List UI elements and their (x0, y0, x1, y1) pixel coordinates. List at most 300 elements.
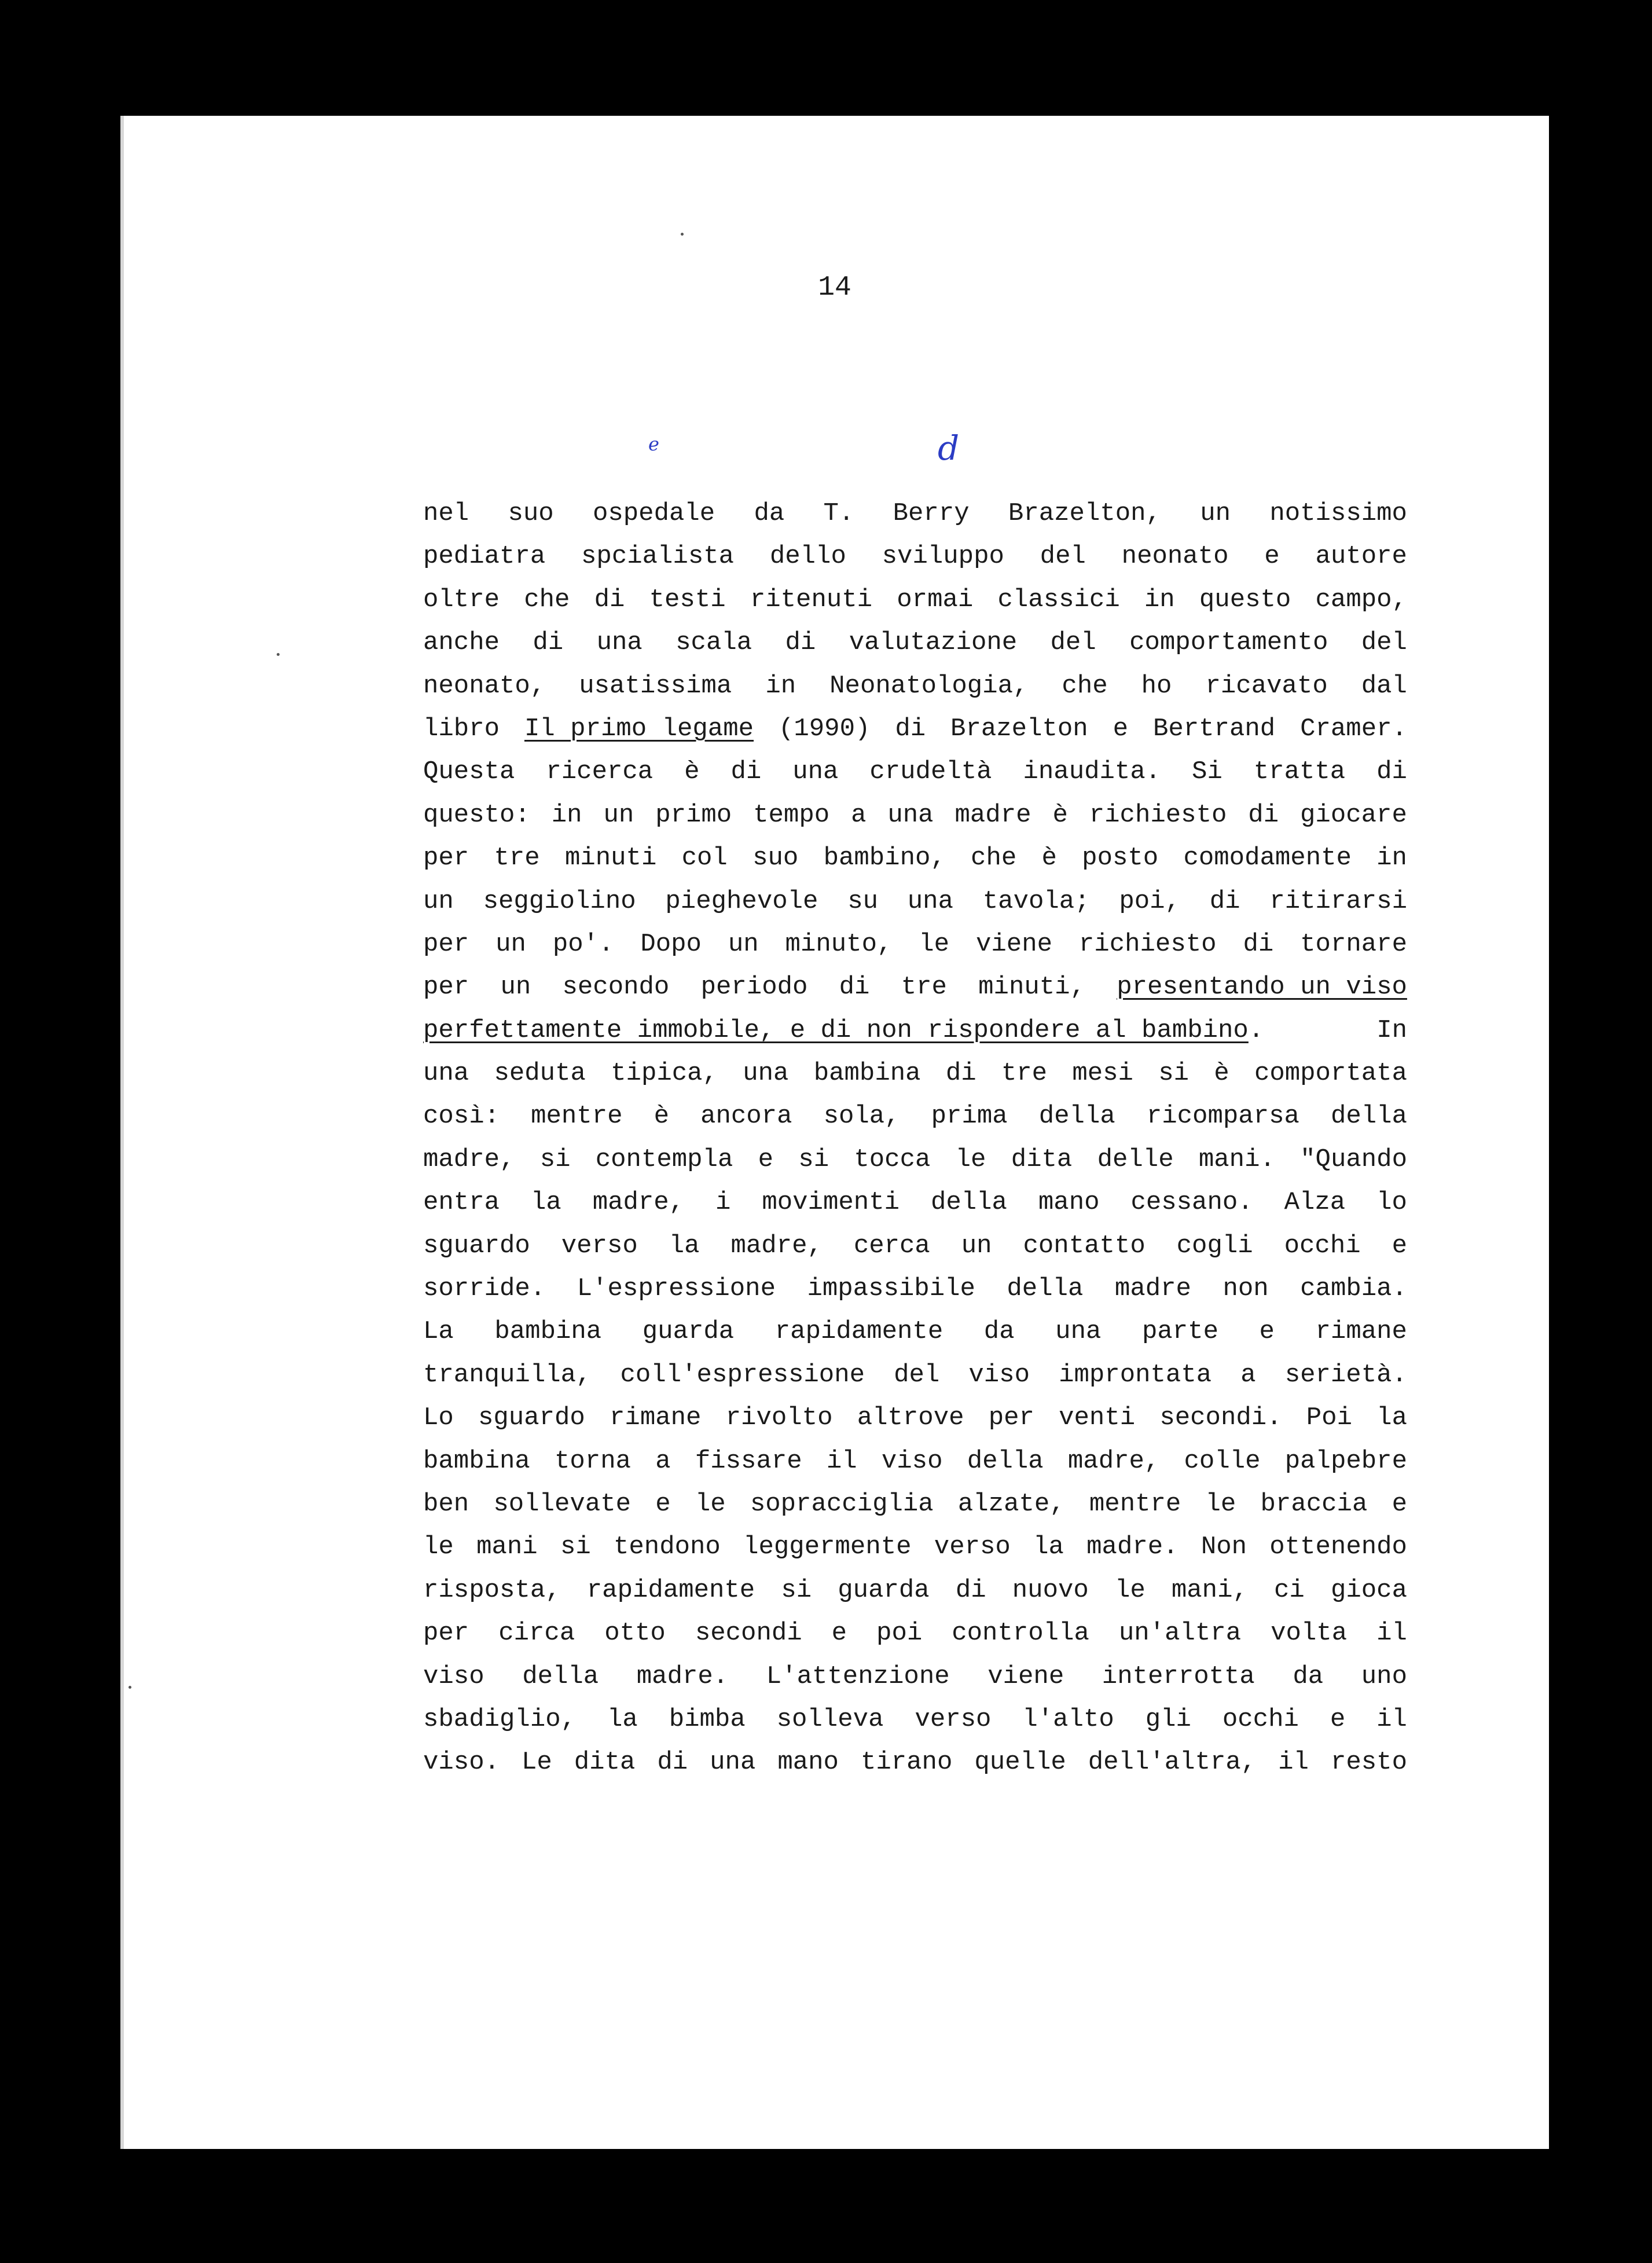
text-word: verso (561, 1231, 638, 1260)
text-word: giocare (1300, 800, 1407, 830)
text-line (423, 837, 1407, 879)
text-line (423, 1095, 1407, 1138)
text-word: tirano (860, 1748, 953, 1777)
text-word: bambina (423, 1446, 530, 1476)
text-word: parte (1141, 1317, 1218, 1347)
text-word: otto (604, 1619, 666, 1648)
text-word: volta (1271, 1619, 1348, 1648)
text-word: ci (1274, 1575, 1305, 1605)
text-word: ricerca (546, 757, 654, 787)
text-word: nuovo (1012, 1575, 1089, 1605)
text-word: libro (423, 714, 500, 743)
text-word: il (1376, 1619, 1407, 1648)
text-word: di (1248, 800, 1279, 830)
text-line (423, 707, 1407, 750)
text-word: circa (498, 1619, 575, 1648)
text-word: di (785, 628, 816, 658)
text-word: per (988, 1403, 1034, 1433)
handwritten-correction-d: d (938, 428, 960, 468)
text-word: Bertrand (1152, 714, 1276, 743)
text-word: a (655, 1446, 671, 1476)
text-word: il (826, 1446, 857, 1476)
text-line (423, 880, 1407, 923)
text-word: il (1278, 1748, 1309, 1777)
text-word: un (1200, 499, 1231, 528)
text-word: di (1376, 757, 1407, 787)
text-word: si (539, 1145, 571, 1174)
text-word: e (758, 1145, 774, 1174)
text-word: mesi (1072, 1059, 1133, 1088)
text-word: contatto (1023, 1231, 1146, 1260)
text-word: tranquilla, (423, 1360, 592, 1389)
text-word: tre (494, 843, 540, 873)
page-edge (120, 116, 124, 2149)
text-word: delle (1097, 1145, 1174, 1174)
scan-speck (129, 1686, 131, 1689)
text-word: (1990) (778, 714, 871, 743)
text-word: tre (901, 973, 947, 1002)
text-word: secondi (695, 1619, 802, 1648)
text-word: per (423, 1619, 469, 1648)
text-word: ritirarsi (1269, 886, 1407, 916)
text-word: bambina (813, 1059, 921, 1088)
text-word: coll'espressione (620, 1360, 865, 1389)
text-word: a (1240, 1360, 1256, 1389)
text-word: rimane (1315, 1317, 1407, 1347)
text-word: palpebre (1284, 1446, 1407, 1476)
text-line (423, 1525, 1407, 1568)
text-word: Brazelton, (1008, 499, 1161, 528)
text-word: Cramer. (1300, 714, 1407, 743)
text-line (423, 1396, 1407, 1439)
text-word: po'. (552, 929, 614, 959)
text-word: . (1248, 1015, 1264, 1045)
text-line (423, 1612, 1407, 1655)
text-word: resto (1330, 1748, 1407, 1777)
text-word: mentre (1089, 1489, 1181, 1519)
text-word: Neonatologia, (829, 671, 1029, 700)
text-word: impassibile (807, 1274, 975, 1304)
text-word: guarda (642, 1317, 735, 1347)
text-word: un (603, 800, 634, 830)
text-word: di (895, 714, 926, 743)
text-word: leggermente (743, 1532, 912, 1562)
text-word: sviluppo (882, 542, 1004, 571)
text-word: comodamente (1183, 843, 1352, 873)
text-word: posto (1082, 843, 1159, 873)
text-word: venti (1059, 1403, 1136, 1433)
text-word: da (1293, 1662, 1324, 1691)
text-word: di (839, 973, 870, 1002)
text-word: da (754, 499, 785, 528)
text-word: la (669, 1231, 700, 1260)
text-line (423, 1138, 1407, 1181)
text-line (423, 1052, 1407, 1095)
text-word: testi (649, 585, 726, 614)
text-word: poi (876, 1619, 923, 1648)
text-word: pediatra (423, 542, 546, 571)
text-word: tre (1001, 1059, 1048, 1088)
text-word: e (1392, 1231, 1407, 1260)
text-word: della (1007, 1274, 1084, 1304)
text-word: di (657, 1748, 688, 1777)
text-word: di (955, 1575, 986, 1605)
text-word: di (594, 585, 625, 614)
text-word: Lo (423, 1403, 454, 1433)
text-word: bimba (669, 1704, 746, 1734)
text-word: una (1055, 1317, 1102, 1347)
text-word: un (500, 973, 531, 1002)
text-word: una (423, 1059, 469, 1088)
text-word: T. (823, 499, 854, 528)
text-word: per (423, 843, 469, 873)
text-word: una (907, 886, 953, 916)
text-word: mani (476, 1532, 538, 1562)
text-word: L'espressione (577, 1274, 776, 1304)
text-word: madre, (423, 1145, 515, 1174)
text-word: ormai (897, 585, 974, 614)
text-line (423, 794, 1407, 837)
text-word: della (1330, 1102, 1407, 1131)
text-line (423, 535, 1407, 578)
text-word: ricavato (1205, 671, 1328, 700)
text-word: alzate, (957, 1489, 1065, 1519)
text-word: tornare (1300, 929, 1407, 959)
text-word: valutazione (849, 628, 1018, 658)
text-word: interrotta (1102, 1662, 1255, 1691)
text-word: madre, (592, 1188, 685, 1217)
text-word: movimenti (762, 1188, 900, 1217)
text-word: le (695, 1489, 726, 1519)
text-word: poi, (1119, 886, 1180, 916)
text-word: in (1376, 843, 1407, 873)
text-word: della (930, 1188, 1007, 1217)
text-word: campo, (1315, 585, 1407, 614)
text-word: Brazelton (950, 714, 1088, 743)
scan-speck (277, 653, 280, 656)
text-word: suo (508, 499, 554, 528)
text-word: e (1113, 714, 1129, 743)
text-word: viso (968, 1360, 1030, 1389)
text-word: sopracciglia (750, 1489, 934, 1519)
text-word: "Quando (1300, 1145, 1407, 1174)
text-word: sola, (823, 1102, 900, 1131)
text-word: cogli (1176, 1231, 1253, 1260)
text-word: Dopo (640, 929, 702, 959)
text-word: per (423, 929, 469, 959)
text-word: questo (1199, 585, 1291, 614)
text-word: in (1144, 585, 1175, 614)
text-word: una (710, 1748, 756, 1777)
text-word: seduta (494, 1059, 586, 1088)
text-word: cambia. (1300, 1274, 1407, 1304)
text-line (423, 1741, 1407, 1784)
text-word: gioca (1330, 1575, 1407, 1605)
text-word: viso. (423, 1748, 500, 1777)
text-line (423, 621, 1407, 664)
text-line (423, 1483, 1407, 1525)
text-line (423, 1310, 1407, 1353)
text-word: Questa (423, 757, 515, 787)
text-word: mani, (1171, 1575, 1248, 1605)
text-word: secondo (562, 973, 670, 1002)
text-word: gli (1145, 1704, 1191, 1734)
text-word: e (831, 1619, 847, 1648)
text-word: un'altra (1118, 1619, 1242, 1648)
text-word: torna (555, 1446, 632, 1476)
text-word: un (728, 929, 759, 959)
text-word: cerca (853, 1231, 930, 1260)
text-line (423, 750, 1407, 793)
text-word: oltre (423, 585, 500, 614)
text-word: di (1209, 886, 1240, 916)
text-word: la (1033, 1532, 1064, 1562)
text-word: una (887, 800, 934, 830)
text-line (423, 1224, 1407, 1267)
body-text (423, 492, 1407, 1784)
text-word: seggiolino (483, 886, 636, 916)
text-word: ritenuti (750, 585, 873, 614)
text-word: occhi (1284, 1231, 1361, 1260)
text-word: anche (423, 628, 500, 658)
page-number: 14 (818, 272, 851, 303)
text-word: e (1264, 542, 1280, 571)
text-word: è (684, 757, 700, 787)
text-word: le (919, 929, 950, 959)
text-word: lo (1376, 1188, 1407, 1217)
text-word: verso (934, 1532, 1011, 1562)
text-word: tratta (1253, 757, 1346, 787)
text-word: le (1205, 1489, 1236, 1519)
text-word: madre. (636, 1662, 729, 1691)
text-word: è (1214, 1059, 1229, 1088)
text-word: madre, (730, 1231, 823, 1260)
text-word: presentando un viso (1117, 973, 1407, 1002)
text-word: viso (881, 1446, 943, 1476)
text-word: le (955, 1145, 986, 1174)
text-word: su (847, 886, 879, 916)
text-word: le (423, 1532, 454, 1562)
text-word: mani. (1198, 1145, 1275, 1174)
text-word: La (423, 1317, 454, 1347)
text-word: contempla (595, 1145, 733, 1174)
text-word: verso (915, 1704, 992, 1734)
text-word: minuti, (978, 973, 1085, 1002)
text-word: L'attenzione (766, 1662, 950, 1691)
text-word: In (1376, 1015, 1407, 1045)
text-word: fissare (695, 1446, 802, 1476)
text-line (423, 1569, 1407, 1612)
text-word: secondi. (1159, 1403, 1282, 1433)
text-word: di (533, 628, 564, 658)
text-word: Alza (1284, 1188, 1346, 1217)
text-word: rapidamente (586, 1575, 755, 1605)
text-word: richiesto (1089, 800, 1227, 830)
text-word: madre. (1086, 1532, 1179, 1562)
text-word: spcialista (581, 542, 735, 571)
text-word: madre (1114, 1274, 1191, 1304)
text-line (423, 1267, 1407, 1310)
text-word: ottenendo (1269, 1532, 1407, 1562)
text-word: tavola; (982, 886, 1090, 916)
text-word: mentre (531, 1102, 623, 1131)
document-page (120, 116, 1549, 2149)
text-line (423, 492, 1407, 535)
text-word: e (655, 1489, 671, 1519)
text-word: i (715, 1188, 731, 1217)
text-word: così: (423, 1102, 500, 1131)
text-word: è (1052, 800, 1068, 830)
text-word: colle (1184, 1446, 1261, 1476)
text-word: una (743, 1059, 789, 1088)
text-word: altrove (857, 1403, 964, 1433)
scan-speck (681, 233, 684, 236)
text-word: mano (777, 1748, 839, 1777)
text-word: un (495, 929, 526, 959)
text-word: primo (655, 800, 732, 830)
text-line (423, 578, 1407, 621)
text-word: madre (955, 800, 1031, 830)
text-word: minuti (564, 843, 657, 873)
text-word: del (1050, 628, 1096, 658)
text-word: controlla (952, 1619, 1089, 1648)
text-word: del (894, 1360, 940, 1389)
text-word: rimane (610, 1403, 702, 1433)
text-word: bambina (494, 1317, 602, 1347)
text-word: guarda (838, 1575, 930, 1605)
text-word: Le (522, 1748, 552, 1777)
text-word: rivolto (725, 1403, 833, 1433)
text-word: di (1243, 929, 1274, 959)
text-word: e (1392, 1489, 1407, 1519)
text-word: ospedale (592, 499, 715, 528)
text-word: l'alto (1022, 1704, 1114, 1734)
text-word: da (983, 1317, 1015, 1347)
text-word: ancora (700, 1102, 792, 1131)
text-word: Non (1201, 1532, 1247, 1562)
text-word: il (1376, 1704, 1407, 1734)
text-word: sbadiglio, (423, 1704, 577, 1734)
text-word: e (1330, 1704, 1346, 1734)
text-line (423, 665, 1407, 707)
text-word: la (1376, 1403, 1407, 1433)
text-word: la (530, 1188, 561, 1217)
text-word: dell'altra, (1088, 1748, 1257, 1777)
text-word: dal (1361, 671, 1407, 700)
text-word: tipica, (611, 1059, 718, 1088)
text-line (423, 923, 1407, 966)
text-word: autore (1315, 542, 1407, 571)
text-word: Poi (1306, 1403, 1352, 1433)
text-word: che (971, 843, 1017, 873)
text-word: col (681, 843, 728, 873)
text-word: madre, (1067, 1446, 1160, 1476)
text-word: del (1040, 542, 1086, 571)
text-line (423, 1181, 1407, 1224)
text-word: quelle (974, 1748, 1066, 1777)
text-word: perfettamente immobile, e di non rispondere al bambino (423, 1015, 1249, 1045)
text-word: solleva (776, 1704, 884, 1734)
text-word: una (596, 628, 643, 658)
text-word: ben (423, 1489, 469, 1519)
text-word: bambino, (823, 843, 946, 873)
text-word: rapidamente (774, 1317, 944, 1347)
text-word: della (967, 1446, 1044, 1476)
text-word: si (560, 1532, 591, 1562)
text-word: e (1259, 1317, 1275, 1347)
text-word: Il primo legame (524, 714, 754, 743)
text-word: sguardo (478, 1403, 585, 1433)
text-word: prima (931, 1102, 1008, 1131)
text-word: uno (1361, 1662, 1407, 1691)
text-word: scala (676, 628, 752, 658)
text-word: per (423, 973, 469, 1002)
text-line (423, 1009, 1407, 1052)
text-word: periodo (700, 973, 808, 1002)
text-word: di (730, 757, 762, 787)
text-word: in (551, 800, 582, 830)
text-word: in (765, 671, 796, 700)
text-word: sguardo (423, 1231, 530, 1260)
text-word: mano (1038, 1188, 1100, 1217)
text-word: le (1114, 1575, 1146, 1605)
text-line (423, 1354, 1407, 1396)
text-word: dita (1011, 1145, 1073, 1174)
text-word: classici (997, 585, 1120, 614)
text-word: risposta, (423, 1575, 561, 1605)
text-word: si (798, 1145, 829, 1174)
text-word: dello (769, 542, 846, 571)
text-word: suo (752, 843, 799, 873)
text-word: è (1041, 843, 1057, 873)
text-word: viene (987, 1662, 1064, 1691)
text-word: non (1223, 1274, 1269, 1304)
text-word: notissimo (1269, 499, 1407, 528)
text-word: si (1158, 1059, 1190, 1088)
text-word: un (961, 1231, 992, 1260)
text-line (423, 966, 1407, 1008)
text-word: che (1062, 671, 1108, 700)
text-word: crudeltà (869, 757, 992, 787)
text-word: si (781, 1575, 812, 1605)
text-line (423, 1698, 1407, 1741)
text-word: inaudita. (1023, 757, 1161, 787)
text-word: è (654, 1102, 669, 1131)
text-word: la (607, 1704, 638, 1734)
text-word: sorride. (423, 1274, 546, 1304)
text-word: improntata (1059, 1360, 1212, 1389)
text-word: Berry (893, 499, 970, 528)
text-line (423, 1655, 1407, 1698)
text-word: tendono (614, 1532, 721, 1562)
text-word: comportamento (1129, 628, 1328, 658)
text-word: pieghevole (665, 886, 818, 916)
text-word: sollevate (493, 1489, 632, 1519)
text-word: del (1361, 628, 1407, 658)
text-word: comportata (1254, 1059, 1407, 1088)
text-word: usatissima (579, 671, 732, 700)
handwritten-insertion-e: e (648, 433, 659, 455)
text-word: richiesto (1078, 929, 1217, 959)
text-word: ho (1141, 671, 1172, 700)
text-word: dita (574, 1748, 636, 1777)
text-word: minuto, (785, 929, 893, 959)
text-word: della (1038, 1102, 1115, 1131)
text-word: un (423, 886, 454, 916)
text-word: di (945, 1059, 976, 1088)
text-word: questo: (423, 800, 530, 830)
text-word: ricomparsa (1146, 1102, 1299, 1131)
